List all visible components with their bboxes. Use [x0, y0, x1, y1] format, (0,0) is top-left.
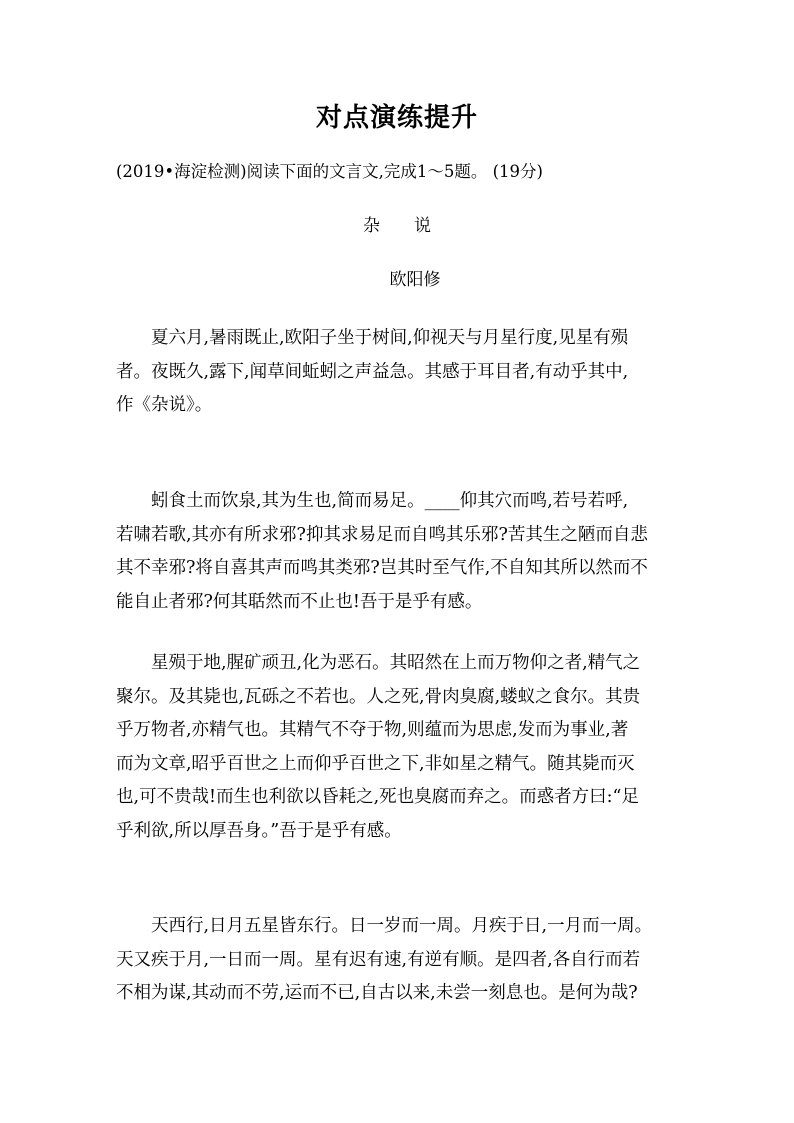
paragraph-line: 聚尔。及其毙也,瓦砾之不若也。人之死,骨肉臭腐,蝼蚁之食尔。其贵: [116, 686, 641, 707]
paragraph-line: 乎利欲,所以厚吾身。”吾于是乎有感。: [116, 820, 402, 841]
passage-author: 欧阳修: [389, 270, 441, 290]
paragraph-line: 蚓食土而饮泉,其为生也,简而易足。____仰其穴而鸣,若号若呼,: [116, 491, 629, 511]
paragraph-line: 天又疾于月,一日而一周。星有迟有速,有逆有顺。是四者,各自行而若: [116, 949, 641, 970]
paragraph-2: [116, 485, 682, 619]
paragraph-line: 不相为谋,其动而不劳,运而不已,自古以来,未尝一刻息也。是何为哉?: [116, 983, 638, 1003]
paragraph-line: 而为文章,昭乎百世之上而仰乎百世之下,非如星之精气。随其毙而灭: [116, 753, 635, 774]
paragraph-line: 其不幸邪?将自喜其声而鸣其类邪?岂其时至气作,不自知其所以然而不: [116, 558, 648, 578]
question-intro: (2019•海淀检测)阅读下面的文言文,完成1～5题。 (19分): [116, 162, 543, 181]
passage-title: 杂 说: [363, 216, 431, 236]
paragraph-line: 也,可不贵哉!而生也利欲以昏耗之,死也臭腐而弃之。而惑者方曰:“足: [116, 787, 639, 807]
paragraph-line: 若啸若歌,其亦有所求邪?抑其求易足而自鸣其乐邪?苦其生之陋而自悲: [116, 524, 648, 545]
paragraph-line: 者。夜既久,露下,闻草间蚯蚓之声益急。其感于耳目者,有动乎其中,: [116, 361, 629, 382]
paragraph-line: 作《杂说》。: [116, 395, 213, 415]
paragraph-1: [116, 322, 682, 423]
paragraph-4: [116, 910, 682, 1011]
paragraph-3: [116, 647, 682, 848]
paragraph-line: 星殒于地,腥矿顽丑,化为恶石。其昭然在上而万物仰之者,精气之: [116, 653, 641, 673]
page-title: 对点演练提升: [315, 103, 478, 133]
paragraph-line: 夏六月,暑雨既止,欧阳子坐于树间,仰视天与月星行度,见星有殒: [116, 328, 629, 348]
paragraph-line: 能自止者邪?何其聒然而不止也!吾于是乎有感。: [116, 591, 483, 612]
paragraph-line: 乎万物者,亦精气也。其精气不夺于物,则蕴而为思虑,发而为事业,著: [116, 720, 629, 740]
paragraph-line: 天西行,日月五星皆东行。日一岁而一周。月疾于日,一月而一周。: [116, 916, 653, 936]
